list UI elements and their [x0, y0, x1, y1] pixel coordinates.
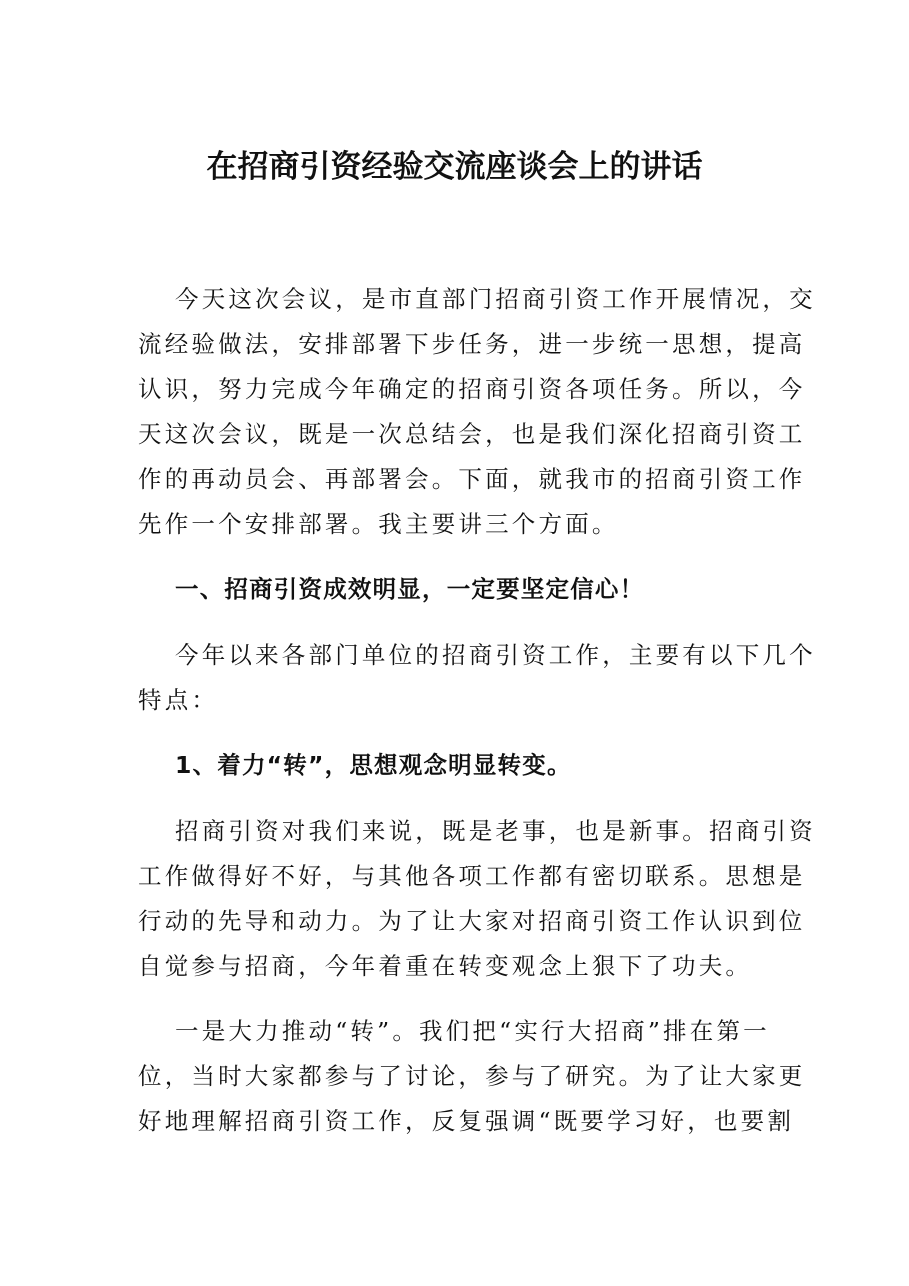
paragraph-3	[138, 809, 816, 989]
paragraph-line: 好地理解招商引资工作，反复强调“既要学习好，也要割	[138, 1107, 795, 1135]
paragraph-4	[138, 1009, 806, 1144]
paragraph-line: 认识，努力完成今年确定的招商引资各项任务。所以，今	[138, 375, 806, 403]
paragraph-line: 位，当时大家都参与了讨论，参与了研究。为了让大家更	[138, 1062, 806, 1090]
paragraph-line: 工作做得好不好，与其他各项工作都有密切联系。思想是	[138, 862, 806, 890]
paragraph-line: 招商引资对我们来说，既是老事，也是新事。招商引资	[175, 817, 816, 845]
paragraph-line: 行动的先导和动力。为了让大家对招商引资工作认识到位	[138, 907, 806, 935]
document-title: 在招商引资经验交流座谈会上的讲话	[206, 149, 703, 185]
subsection-heading-1: 1、着力“转”，思想观念明显转变。	[175, 751, 572, 779]
section-heading-1: 一、招商引资成效明显，一定要坚定信心！	[175, 575, 645, 603]
paragraph-line: 自觉参与招商，今年着重在转变观念上狠下了功夫。	[138, 952, 753, 980]
paragraph-2	[138, 633, 816, 723]
paragraph-line: 今年以来各部门单位的招商引资工作，主要有以下几个	[175, 641, 816, 669]
paragraph-line: 天这次会议，既是一次总结会，也是我们深化招商引资工	[138, 420, 806, 448]
paragraph-line: 先作一个安排部署。我主要讲三个方面。	[138, 510, 619, 538]
paragraph-1	[138, 277, 816, 547]
document-body	[138, 277, 816, 1164]
paragraph-line: 特点：	[138, 686, 219, 714]
paragraph-line: 今天这次会议，是市直部门招商引资工作开展情况，交	[175, 285, 816, 313]
paragraph-line: 流经验做法，安排部署下步任务，进一步统一思想，提高	[138, 330, 806, 358]
paragraph-line: 作的再动员会、再部署会。下面，就我市的招商引资工作	[138, 465, 806, 493]
paragraph-line: 一是大力推动“转”。我们把“实行大招商”排在第一	[175, 1017, 770, 1045]
